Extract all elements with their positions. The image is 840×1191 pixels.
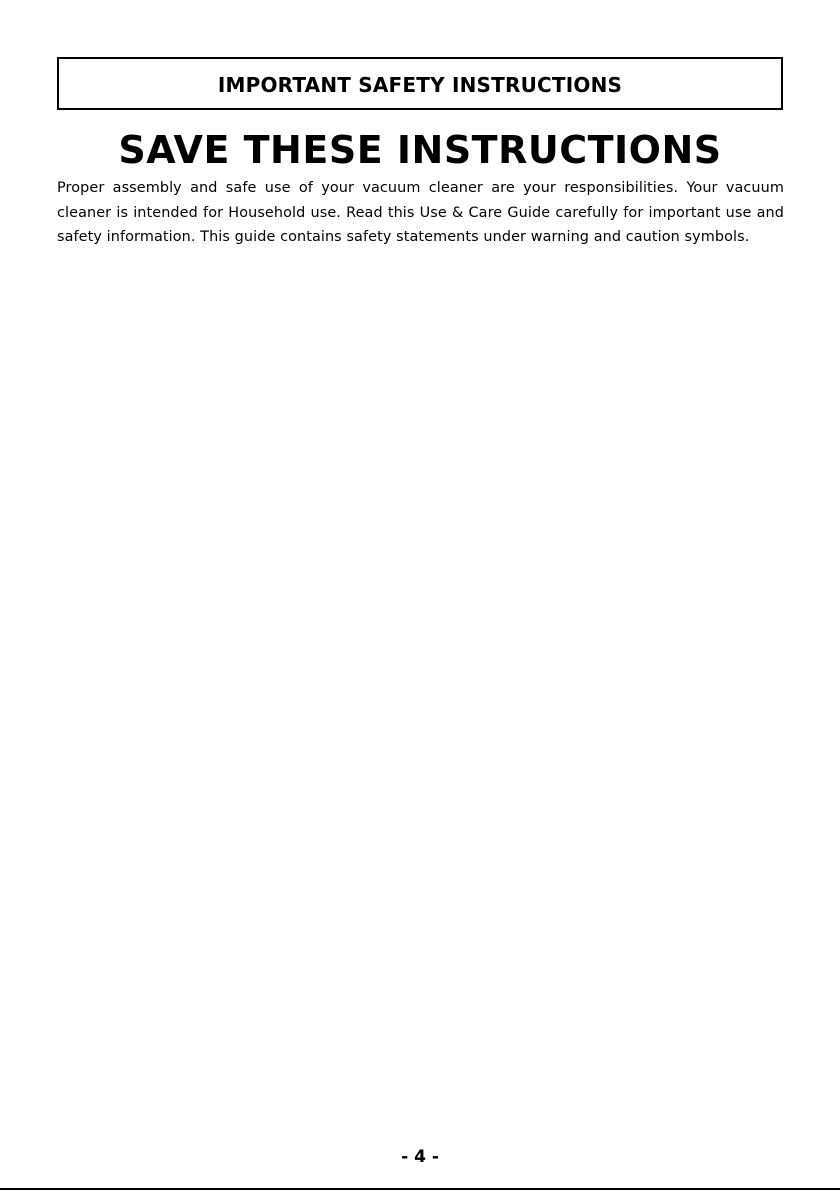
header-title: IMPORTANT SAFETY INSTRUCTIONS — [217, 72, 623, 97]
page-number: - 4 - — [401, 1147, 439, 1167]
bottom-rule — [0, 1188, 840, 1190]
intro-paragraph: Proper assembly and safe use of your vacuum cleaner are your responsibilities. Your vacuum cleaner is intended for Household use. Read this Use & Care Guide carefully for important use and safety information. This guide contains safety statements under warning and caution symbols. — [57, 180, 784, 245]
header-box — [57, 57, 783, 110]
page-heading: SAVE THESE INSTRUCTIONS — [118, 128, 722, 172]
